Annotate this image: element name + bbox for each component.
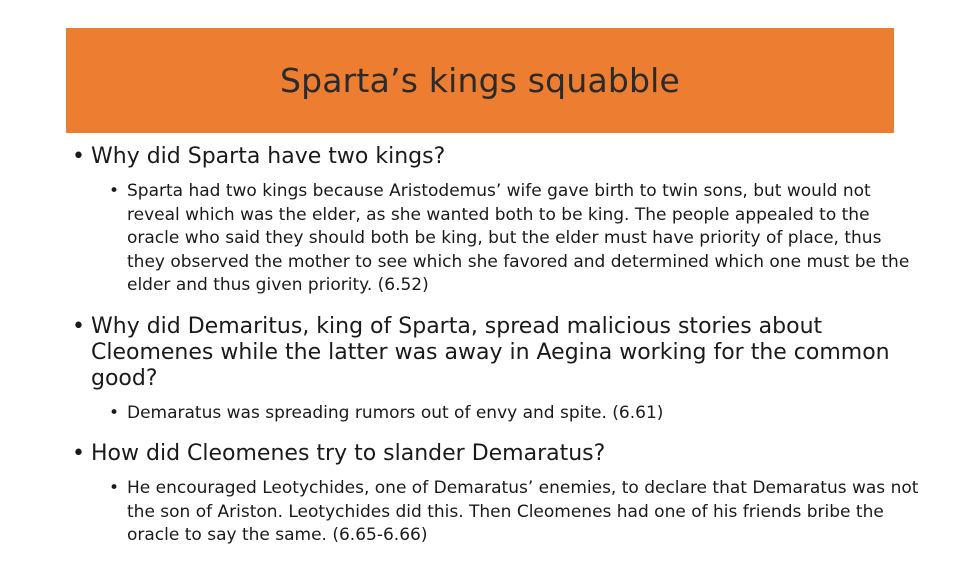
bullet: • [72,313,85,339]
answer-2 [109,402,922,426]
bullet: • [72,441,85,466]
answer-text: Sparta had two kings because Aristodemus’ wife gave birth to twin sons, but would not reveal which was the elder, as she wanted both to be king. The people appealed to the oracle who said they should both be king, but the elder must have priority of place, thus they observed the mother to see which she favored and determined which one must be the elder and thus given priority. (6.52) [127,181,910,295]
question-text: Why did Sparta have two kings? [91,144,446,169]
answer-text: Demaratus was spreading rumors out of envy and spite. (6.61) [127,402,664,423]
bullet: • [72,144,85,169]
bullet: • [109,181,120,201]
slide-body [72,144,922,564]
question-3 [72,441,922,467]
question-text: Why did Demaritus, king of Sparta, spread malicious stories about Cleomenes while the latter was away in Aegina working for the common good? [91,313,890,391]
question-text: How did Cleomenes try to slander Demaratus? [91,441,606,466]
bullet: • [109,402,120,423]
answer-1 [109,180,922,298]
title-bar [66,28,894,133]
question-1 [72,144,922,170]
answer-text: He encouraged Leotychides, one of Demaratus’ enemies, to declare that Demaratus was not the son of Ariston. Leotychides did this. Then Cleomenes had one of his friends bribe the oracle to say the same. (6.65-6.66) [127,478,919,545]
slide-title: Sparta’s kings squabble [279,61,681,100]
bullet: • [109,478,120,498]
answer-3 [109,477,922,548]
question-2 [72,314,922,392]
